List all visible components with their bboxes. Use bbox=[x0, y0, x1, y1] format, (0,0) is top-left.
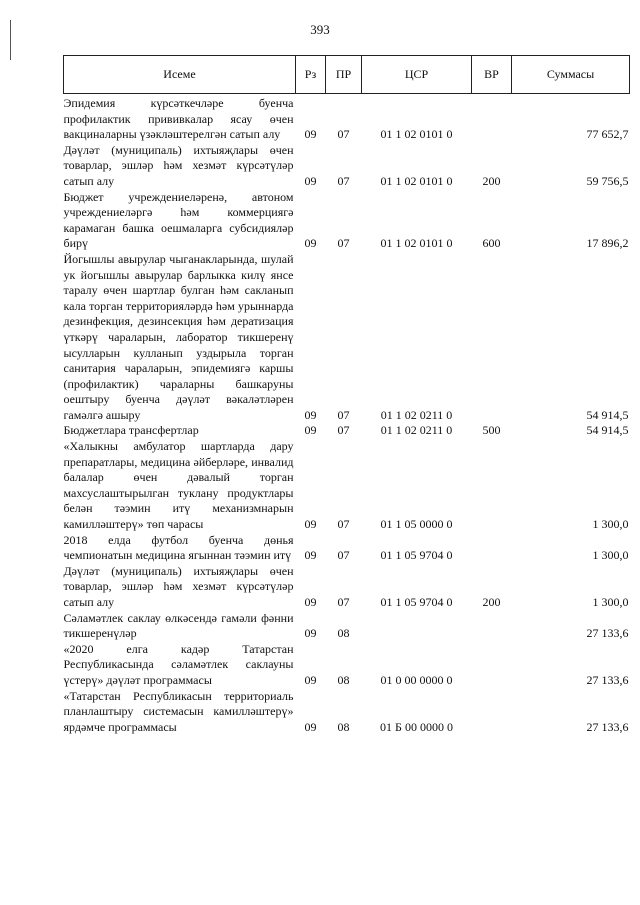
cell-csr: 01 1 05 0000 0 bbox=[380, 517, 453, 532]
table-header-row bbox=[64, 56, 630, 94]
cell-name: «Татарстан Республикасын территориаль планлаштыру системасын камилләштерү» ярдәмче программасы bbox=[63, 688, 294, 734]
cell-pr: 07 bbox=[337, 548, 350, 563]
cell-vr bbox=[472, 689, 512, 736]
cell-csr bbox=[362, 611, 472, 642]
cell-rz: 09 bbox=[304, 548, 317, 563]
cell-name: Бюджет учреждениеләренә, автоном учреждениеләргә һәм коммерциягә карамаган башка оешмаларга субсидияләр бирү bbox=[63, 189, 294, 251]
table-row bbox=[64, 423, 630, 439]
cell-sum: 1 300,0 bbox=[592, 595, 629, 609]
cell-pr: 08 bbox=[337, 672, 350, 687]
cell-pr: 07 bbox=[337, 127, 350, 142]
cell-sum: 54 914,5 bbox=[586, 407, 629, 422]
cell-csr: 01 1 02 0101 0 bbox=[380, 127, 453, 142]
cell-sum: 1 300,0 bbox=[592, 548, 629, 563]
table-row bbox=[64, 642, 630, 689]
cell-rz: 09 bbox=[304, 127, 317, 142]
cell-rz: 09 bbox=[304, 719, 317, 734]
cell-csr: 01 0 00 0000 0 bbox=[380, 672, 453, 687]
cell-rz: 09 bbox=[304, 236, 317, 251]
cell-rz: 09 bbox=[304, 595, 317, 609]
cell-pr: 07 bbox=[337, 517, 350, 532]
header-pr: ПР bbox=[326, 56, 362, 94]
cell-pr: 08 bbox=[337, 719, 350, 734]
cell-name: 2018 елда футбол буенча дөнья чемпионатын медицина ягыннан тәэмин итү bbox=[63, 532, 294, 563]
cell-pr: 07 bbox=[337, 423, 350, 438]
cell-name: Эпидемия күрсәткечләре буенча профилактик прививкалар ясау өчен вакциналарны үзәкләштерелгән сатып алу bbox=[63, 96, 294, 142]
cell-pr: 08 bbox=[337, 626, 350, 641]
table-row bbox=[64, 252, 630, 424]
cell-rz: 09 bbox=[304, 517, 317, 532]
cell-vr bbox=[472, 642, 512, 689]
cell-name: «2020 елга кадәр Татарстан Республикасында сәламәтлек саклауны үстерү» дәүләт программасы bbox=[63, 641, 294, 687]
page-number: 393 bbox=[310, 22, 330, 37]
table-row bbox=[64, 689, 630, 736]
cell-sum: 17 896,2 bbox=[586, 236, 629, 251]
cell-name: Сәламәтлек саклау өлкәсендә гамәли фәнни тикшеренүләр bbox=[63, 610, 294, 641]
cell-csr: 01 1 02 0211 0 bbox=[380, 407, 453, 422]
cell-vr: 600 bbox=[482, 236, 501, 251]
budget-table bbox=[63, 55, 630, 735]
cell-vr bbox=[472, 439, 512, 533]
cell-vr bbox=[472, 252, 512, 424]
table-row bbox=[64, 611, 630, 642]
header-vr: ВР bbox=[472, 56, 512, 94]
table-row bbox=[64, 564, 630, 611]
cell-rz: 09 bbox=[304, 173, 317, 188]
cell-pr: 07 bbox=[337, 173, 350, 188]
table-row bbox=[64, 94, 630, 143]
table-row bbox=[64, 143, 630, 190]
header-name: Исеме bbox=[64, 56, 296, 94]
cell-name: Йогышлы авырулар чыганакларында, шулай ук йогышлы авырулар барлыкка килү янсе таралу өчен шартлар булган һәм сакланып кала торган территорияләрдә һәм урыннарда дезинфекция, дезинсекция һәм дератизация үткәрү чараларын, лаборатор тикшеренү ысулларын кулланып уздырыла торган санитария чараларын, эпидемиягә каршы (профилактик) чараларны башкаруны оештыру буенча дәүләт вәкаләтләрен гамәлгә ашыру bbox=[63, 251, 294, 422]
table-row bbox=[64, 190, 630, 252]
cell-sum: 59 756,5 bbox=[586, 173, 629, 188]
cell-sum: 1 300,0 bbox=[592, 517, 629, 532]
cell-sum: 27 133,6 bbox=[586, 626, 629, 641]
header-sum: Суммасы bbox=[512, 56, 630, 94]
cell-csr: 01 1 05 9704 0 bbox=[380, 548, 453, 563]
cell-pr: 07 bbox=[337, 407, 350, 422]
cell-vr: 500 bbox=[482, 423, 501, 438]
table-row bbox=[64, 533, 630, 564]
header-rz: Рз bbox=[296, 56, 326, 94]
cell-pr: 07 bbox=[337, 236, 350, 251]
cell-vr: 200 bbox=[482, 173, 501, 188]
header-csr: ЦСР bbox=[362, 56, 472, 94]
cell-name: Дәүләт (муниципаль) ихтыяҗлары өчен товарлар, эшләр һәм хезмәт күрсәтүләр сатып алу bbox=[63, 563, 294, 609]
cell-csr: 01 1 02 0211 0 bbox=[380, 423, 453, 438]
cell-rz: 09 bbox=[304, 672, 317, 687]
cell-sum: 77 652,7 bbox=[586, 127, 629, 142]
cell-csr: 01 Б 00 0000 0 bbox=[380, 719, 453, 734]
cell-name: Дәүләт (муниципаль) ихтыяҗлары өчен товарлар, эшләр һәм хезмәт күрсәтүләр сатып алу bbox=[63, 142, 294, 188]
table-row bbox=[64, 439, 630, 533]
cell-name: Бюджетлара трансфертлар bbox=[63, 423, 199, 438]
cell-csr: 01 1 02 0101 0 bbox=[380, 236, 453, 251]
cell-vr bbox=[472, 611, 512, 642]
cell-rz: 09 bbox=[304, 407, 317, 422]
cell-pr: 07 bbox=[337, 595, 350, 609]
cell-sum: 27 133,6 bbox=[586, 719, 629, 734]
cell-sum: 27 133,6 bbox=[586, 672, 629, 687]
cell-rz: 09 bbox=[304, 626, 317, 641]
cell-sum: 54 914,5 bbox=[586, 423, 629, 438]
cell-vr: 200 bbox=[482, 595, 501, 609]
cell-rz: 09 bbox=[304, 423, 317, 438]
cell-csr: 01 1 05 9704 0 bbox=[380, 595, 453, 609]
cell-vr bbox=[472, 94, 512, 143]
cell-vr bbox=[472, 533, 512, 564]
cell-csr: 01 1 02 0101 0 bbox=[380, 173, 453, 188]
cell-name: «Халыкны амбулатор шартларда дару препаратлары, медицина әйберләре, инвалид балалар өчен дәвалый торган махсуслаштырылган туклану продуктлары белән тәэмин итү механизмнарын камилләштерү» төп чарасы bbox=[63, 439, 294, 532]
